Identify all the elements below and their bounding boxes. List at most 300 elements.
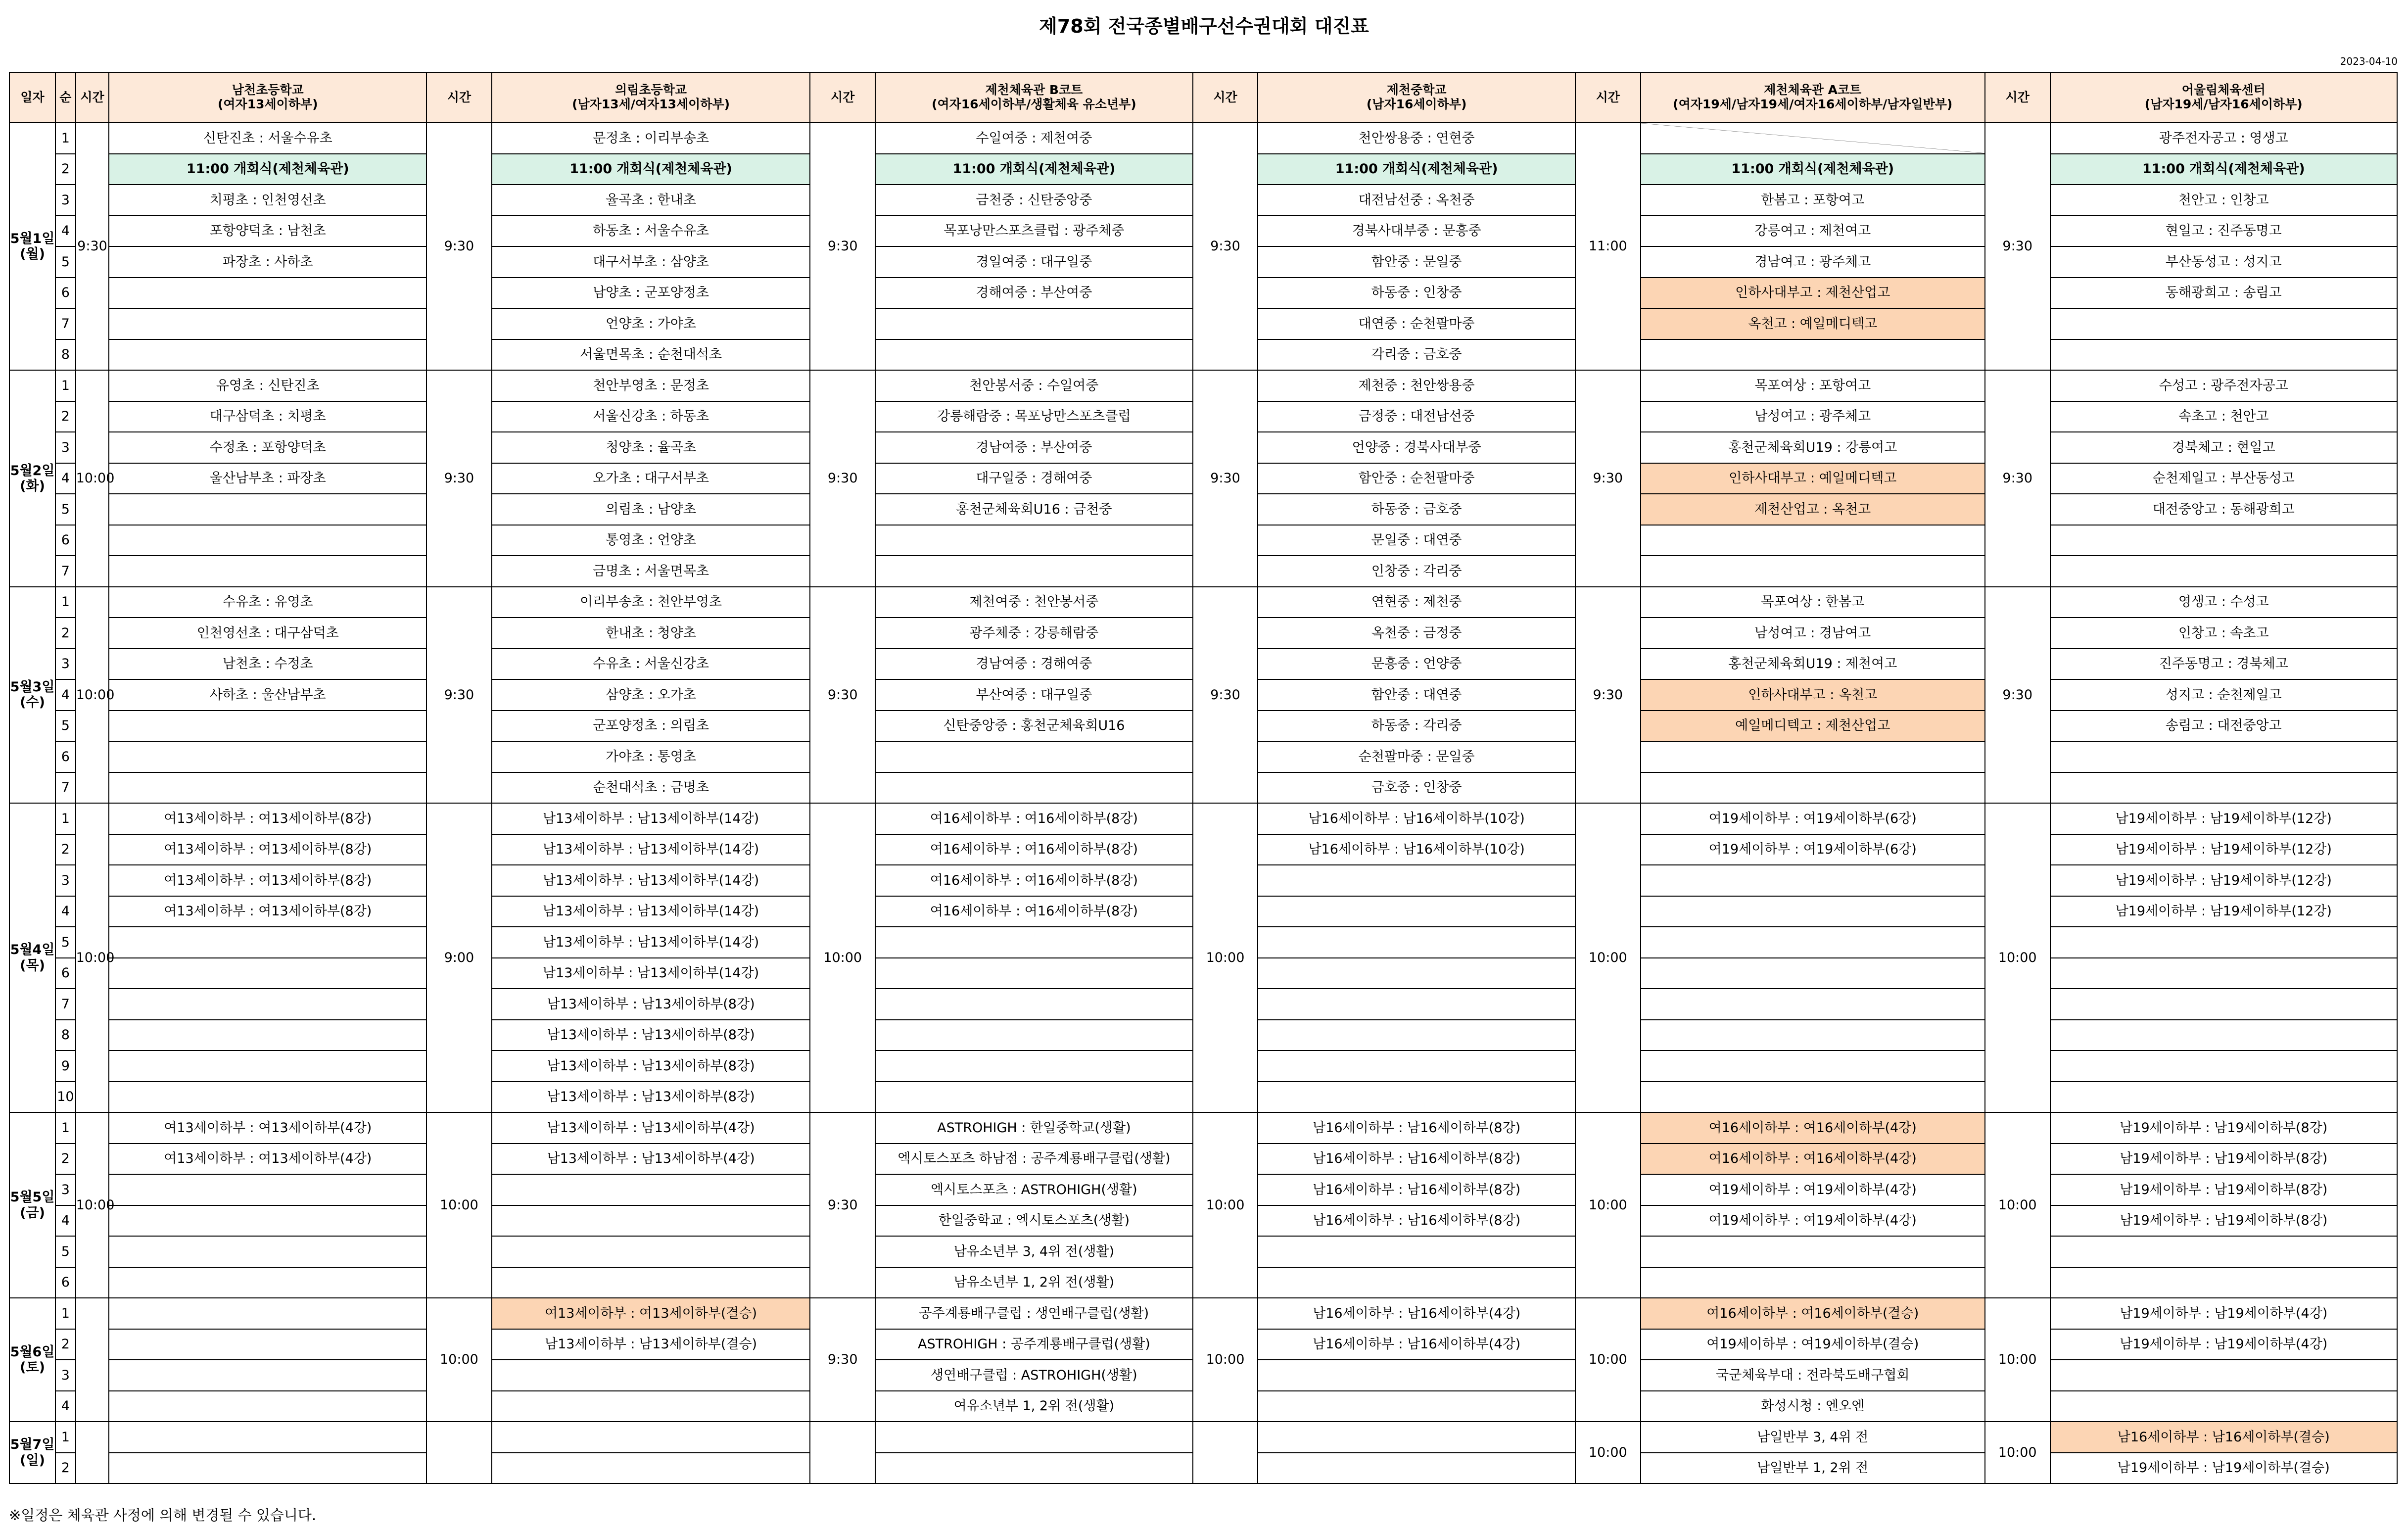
start-time: 10:00 xyxy=(76,587,109,804)
start-time: 10:00 xyxy=(1575,1422,1641,1483)
match-cell xyxy=(1641,896,1985,927)
day-weekday: (화) xyxy=(20,478,45,494)
match-order: 6 xyxy=(55,958,75,989)
match-order: 4 xyxy=(55,463,75,494)
match-cell: 오가초 : 대구서부초 xyxy=(492,463,810,494)
match-cell: 공주계룡배구클럽 : 생연배구클럽(생활) xyxy=(875,1298,1193,1329)
match-cell: 인창중 : 각리중 xyxy=(1258,556,1575,587)
match-cell: 남16세이하부 : 남16세이하부(8강) xyxy=(1258,1112,1575,1144)
start-time: 9:30 xyxy=(1985,587,2050,804)
start-time: 10:00 xyxy=(426,1298,492,1422)
match-cell xyxy=(109,339,426,371)
match-cell: 금정중 : 대전남선중 xyxy=(1258,401,1575,432)
match-cell xyxy=(2050,1236,2398,1267)
page-title: 제78회 전국종별배구선수권대회 대진표 xyxy=(1039,15,1369,37)
match-cell: 인창고 : 속초고 xyxy=(2050,618,2398,649)
match-cell xyxy=(1258,1236,1575,1267)
match-cell: 남19세이하부 : 남19세이하부(8강) xyxy=(2050,1112,2398,1144)
match-cell: 속초고 : 천안고 xyxy=(2050,401,2398,432)
match-cell: 천안봉서중 : 수일여중 xyxy=(875,370,1193,401)
match-cell: 문흥중 : 언양중 xyxy=(1258,649,1575,680)
start-time xyxy=(426,1422,492,1483)
match-cell xyxy=(492,1267,810,1298)
match-cell: 남13세이하부 : 남13세이하부(4강) xyxy=(492,1112,810,1144)
match-order: 4 xyxy=(55,1391,75,1422)
match-cell xyxy=(875,958,1193,989)
start-time: 9:30 xyxy=(810,123,875,370)
match-cell: 경해여중 : 부산여중 xyxy=(875,278,1193,309)
match-order: 3 xyxy=(55,865,75,896)
match-cell: 수유초 : 유영초 xyxy=(109,587,426,618)
match-cell: 수성고 : 광주전자공고 xyxy=(2050,370,2398,401)
match-cell: 남13세이하부 : 남13세이하부(14강) xyxy=(492,803,810,834)
start-time: 9:30 xyxy=(1193,587,1258,804)
footnote: ※일정은 체육관 사정에 의해 변경될 수 있습니다. xyxy=(9,1507,317,1524)
start-time: 10:00 xyxy=(426,1112,492,1298)
match-cell: 천안쌍용중 : 연현중 xyxy=(1258,123,1575,154)
match-cell xyxy=(1258,1267,1575,1298)
match-cell: 화성시청 : 엔오엔 xyxy=(1641,1391,1985,1422)
match-cell: 문정초 : 이리부송초 xyxy=(492,123,810,154)
match-order: 4 xyxy=(55,216,75,247)
match-cell: 파장초 : 사하초 xyxy=(109,246,426,278)
match-cell: 여13세이하부 : 여13세이하부(8강) xyxy=(109,834,426,865)
header-venue xyxy=(875,72,1193,123)
match-cell: 남13세이하부 : 남13세이하부(14강) xyxy=(492,865,810,896)
match-cell: 남19세이하부 : 남19세이하부(8강) xyxy=(2050,1144,2398,1175)
start-time: 9:30 xyxy=(1985,123,2050,370)
match-cell: 순천대석초 : 금명초 xyxy=(492,772,810,804)
match-cell xyxy=(1258,1051,1575,1082)
match-order: 3 xyxy=(55,649,75,680)
match-cell: 여19세이하부 : 여19세이하부(결승) xyxy=(1641,1329,1985,1360)
match-cell: 함안중 : 문일중 xyxy=(1258,246,1575,278)
match-cell xyxy=(2050,339,2398,371)
venue-name: 어울림체육센터 xyxy=(2181,83,2266,97)
match-cell xyxy=(875,525,1193,556)
match-cell: 제천산업고 : 옥천고 xyxy=(1641,494,1985,525)
match-cell xyxy=(1258,1082,1575,1113)
match-order: 4 xyxy=(55,896,75,927)
match-cell: 한내초 : 청양초 xyxy=(492,618,810,649)
opening-ceremony: 11:00 개회식(제천체육관) xyxy=(1258,154,1575,185)
match-cell: 남13세이하부 : 남13세이하부(14강) xyxy=(492,927,810,958)
match-cell: 경남여중 : 부산여중 xyxy=(875,432,1193,463)
match-cell: 여16세이하부 : 여16세이하부(4강) xyxy=(1641,1112,1985,1144)
match-cell xyxy=(1641,556,1985,587)
match-order: 6 xyxy=(55,278,75,309)
match-cell xyxy=(2050,927,2398,958)
match-cell: 순천제일고 : 부산동성고 xyxy=(2050,463,2398,494)
match-cell: 남13세이하부 : 남13세이하부(8강) xyxy=(492,1020,810,1051)
start-time: 10:00 xyxy=(1575,803,1641,1112)
header-venue xyxy=(1258,72,1575,123)
header-time: 시간 xyxy=(1193,72,1258,123)
day-cell xyxy=(9,1422,55,1483)
match-cell: 연현중 : 제천중 xyxy=(1258,587,1575,618)
match-cell: 진주동명고 : 경북체고 xyxy=(2050,649,2398,680)
match-cell: 남16세이하부 : 남16세이하부(4강) xyxy=(1258,1329,1575,1360)
match-cell: 여13세이하부 : 여13세이하부(8강) xyxy=(109,865,426,896)
header-time: 시간 xyxy=(810,72,875,123)
header-row xyxy=(9,72,2397,123)
match-cell: 의림초 : 남양초 xyxy=(492,494,810,525)
match-cell: 제천중 : 천안쌍용중 xyxy=(1258,370,1575,401)
match-order: 2 xyxy=(55,154,75,185)
match-cell: 송림고 : 대전중앙고 xyxy=(2050,711,2398,742)
match-cell: 국군체육부대 : 전라북도배구협회 xyxy=(1641,1360,1985,1391)
match-cell: 여19세이하부 : 여19세이하부(6강) xyxy=(1641,803,1985,834)
match-cell: 하동중 : 금호중 xyxy=(1258,494,1575,525)
match-order: 5 xyxy=(55,246,75,278)
match-cell xyxy=(875,556,1193,587)
match-cell: 남19세이하부 : 남19세이하부(4강) xyxy=(2050,1298,2398,1329)
match-cell xyxy=(875,339,1193,371)
match-cell xyxy=(875,1051,1193,1082)
venue-division: (남자16세이하부) xyxy=(1366,97,1467,111)
start-time: 10:00 xyxy=(810,803,875,1112)
start-time xyxy=(76,1422,109,1483)
match-order: 3 xyxy=(55,432,75,463)
start-time: 10:00 xyxy=(1575,1298,1641,1422)
match-cell: 대구일중 : 경해여중 xyxy=(875,463,1193,494)
match-cell: ASTROHIGH : 공주계룡배구클럽(생활) xyxy=(875,1329,1193,1360)
match-cell xyxy=(109,1236,426,1267)
match-cell xyxy=(109,1082,426,1113)
match-cell: 금천중 : 신탄중앙중 xyxy=(875,185,1193,216)
match-cell xyxy=(2050,525,2398,556)
start-time: 10:00 xyxy=(1985,1112,2050,1298)
match-cell xyxy=(109,927,426,958)
start-time: 10:00 xyxy=(1575,1112,1641,1298)
match-cell: 유영초 : 신탄진초 xyxy=(109,370,426,401)
match-cell xyxy=(875,772,1193,804)
match-order: 1 xyxy=(55,123,75,154)
match-cell: 남19세이하부 : 남19세이하부(4강) xyxy=(2050,1329,2398,1360)
opening-ceremony: 11:00 개회식(제천체육관) xyxy=(109,154,426,185)
match-order: 7 xyxy=(55,556,75,587)
match-cell: 남성여고 : 광주체고 xyxy=(1641,401,1985,432)
match-order: 1 xyxy=(55,1298,75,1329)
match-cell: 남19세이하부 : 남19세이하부(12강) xyxy=(2050,896,2398,927)
match-cell xyxy=(2050,741,2398,772)
match-cell xyxy=(1641,989,1985,1020)
day-weekday: (금) xyxy=(20,1205,45,1221)
match-cell xyxy=(109,1267,426,1298)
header-time: 시간 xyxy=(1985,72,2050,123)
venue-name: 제천중학교 xyxy=(1386,83,1447,97)
match-cell xyxy=(875,1422,1193,1453)
match-cell: 여13세이하부 : 여13세이하부(4강) xyxy=(109,1144,426,1175)
match-cell xyxy=(109,1453,426,1484)
match-order: 6 xyxy=(55,1267,75,1298)
match-cell xyxy=(1641,865,1985,896)
match-cell xyxy=(1641,1236,1985,1267)
match-cell: 강릉여고 : 제천여고 xyxy=(1641,216,1985,247)
match-cell: 금명초 : 서울면목초 xyxy=(492,556,810,587)
match-cell: 영생고 : 수성고 xyxy=(2050,587,2398,618)
match-cell xyxy=(492,1453,810,1484)
match-order: 4 xyxy=(55,679,75,711)
start-time xyxy=(810,1422,875,1483)
match-cell xyxy=(492,1205,810,1237)
match-order: 2 xyxy=(55,1144,75,1175)
match-cell xyxy=(109,1205,426,1237)
match-cell: 남19세이하부 : 남19세이하부(결승) xyxy=(2050,1453,2398,1484)
match-cell xyxy=(1641,525,1985,556)
start-time: 9:30 xyxy=(426,123,492,370)
match-cell xyxy=(875,1082,1193,1113)
match-row xyxy=(9,587,2397,618)
match-cell xyxy=(875,1453,1193,1484)
match-cell: 홍천군체육회U19 : 강릉여고 xyxy=(1641,432,1985,463)
match-cell: 여19세이하부 : 여19세이하부(4강) xyxy=(1641,1174,1985,1205)
start-time: 9:30 xyxy=(810,370,875,587)
match-cell xyxy=(2050,1391,2398,1422)
day-cell xyxy=(9,370,55,587)
match-cell: 제천여중 : 천안봉서중 xyxy=(875,587,1193,618)
match-cell: 순천팔마중 : 문일중 xyxy=(1258,741,1575,772)
match-cell xyxy=(2050,1267,2398,1298)
match-cell xyxy=(1641,1082,1985,1113)
match-cell: 금호중 : 인창중 xyxy=(1258,772,1575,804)
match-cell: 여16세이하부 : 여16세이하부(8강) xyxy=(875,803,1193,834)
match-cell: 목포여상 : 포항여고 xyxy=(1641,370,1985,401)
match-cell xyxy=(109,1020,426,1051)
day-date: 5월6일 xyxy=(10,1344,55,1360)
match-cell: 홍천군체육회U19 : 제천여고 xyxy=(1641,649,1985,680)
match-cell: 여16세이하부 : 여16세이하부(8강) xyxy=(875,865,1193,896)
match-cell: 여유소년부 1, 2위 전(생활) xyxy=(875,1391,1193,1422)
match-cell: 경북사대부중 : 문흥중 xyxy=(1258,216,1575,247)
match-cell: 인하사대부고 : 예일메디텍고 xyxy=(1641,463,1985,494)
venue-division: (남자13세/여자13세이하부) xyxy=(572,97,730,111)
match-cell: 여13세이하부 : 여13세이하부(결승) xyxy=(492,1298,810,1329)
match-order: 3 xyxy=(55,1174,75,1205)
day-date: 5월7일 xyxy=(10,1437,55,1453)
start-time: 9:30 xyxy=(1985,370,2050,587)
match-row xyxy=(9,1298,2397,1329)
match-cell xyxy=(109,989,426,1020)
match-cell: 여13세이하부 : 여13세이하부(8강) xyxy=(109,803,426,834)
opening-ceremony: 11:00 개회식(제천체육관) xyxy=(875,154,1193,185)
match-cell xyxy=(875,741,1193,772)
match-cell xyxy=(109,1360,426,1391)
match-cell: 남13세이하부 : 남13세이하부(8강) xyxy=(492,989,810,1020)
day-date: 5월4일 xyxy=(10,942,55,958)
match-cell: 남19세이하부 : 남19세이하부(8강) xyxy=(2050,1205,2398,1237)
match-cell: 남유소년부 1, 2위 전(생활) xyxy=(875,1267,1193,1298)
match-cell xyxy=(109,1391,426,1422)
match-cell: 남13세이하부 : 남13세이하부(14강) xyxy=(492,896,810,927)
match-cell: 가야초 : 통영초 xyxy=(492,741,810,772)
match-cell: 하동중 : 인창중 xyxy=(1258,278,1575,309)
day-date: 5월3일 xyxy=(10,679,55,695)
match-cell: 남성여고 : 경남여고 xyxy=(1641,618,1985,649)
match-cell: 남16세이하부 : 남16세이하부(10강) xyxy=(1258,834,1575,865)
match-cell xyxy=(492,1391,810,1422)
start-time: 9:30 xyxy=(810,1298,875,1422)
start-time: 10:00 xyxy=(1985,1298,2050,1422)
start-time: 9:30 xyxy=(810,587,875,804)
match-cell: 홍천군체육회U16 : 금천중 xyxy=(875,494,1193,525)
start-time: 10:00 xyxy=(76,1112,109,1298)
match-cell: 한봄고 : 포항여고 xyxy=(1641,185,1985,216)
match-cell: 여16세이하부 : 여16세이하부(8강) xyxy=(875,834,1193,865)
start-time: 9:00 xyxy=(426,803,492,1112)
match-cell: 남13세이하부 : 남13세이하부(8강) xyxy=(492,1082,810,1113)
match-cell xyxy=(1641,927,1985,958)
match-cell: 서울신강초 : 하동초 xyxy=(492,401,810,432)
match-order: 1 xyxy=(55,587,75,618)
match-order: 1 xyxy=(55,1112,75,1144)
start-time: 10:00 xyxy=(1985,1422,2050,1483)
match-cell: 여19세이하부 : 여19세이하부(4강) xyxy=(1641,1205,1985,1237)
start-time: 10:00 xyxy=(1193,1112,1258,1298)
match-cell xyxy=(1641,1051,1985,1082)
match-order: 1 xyxy=(55,370,75,401)
match-order: 9 xyxy=(55,1051,75,1082)
match-cell xyxy=(1641,772,1985,804)
start-time: 10:00 xyxy=(1985,803,2050,1112)
start-time: 9:30 xyxy=(426,370,492,587)
match-cell: 함안중 : 순천팔마중 xyxy=(1258,463,1575,494)
match-cell xyxy=(109,741,426,772)
match-row xyxy=(9,123,2397,154)
match-cell xyxy=(1641,339,1985,371)
match-cell: 강릉해람중 : 목포낭만스포츠클럽 xyxy=(875,401,1193,432)
match-cell: 치평초 : 인천영선초 xyxy=(109,185,426,216)
match-cell: 옥천중 : 금정중 xyxy=(1258,618,1575,649)
match-cell xyxy=(1258,989,1575,1020)
match-cell: 남천초 : 수정초 xyxy=(109,649,426,680)
blank-diagonal-cell xyxy=(1641,123,1985,154)
match-cell xyxy=(109,772,426,804)
match-order: 2 xyxy=(55,401,75,432)
match-cell xyxy=(1258,865,1575,896)
match-cell: 통영초 : 언양초 xyxy=(492,525,810,556)
match-cell: 남유소년부 3, 4위 전(생활) xyxy=(875,1236,1193,1267)
match-order: 2 xyxy=(55,1329,75,1360)
start-time: 9:30 xyxy=(1193,123,1258,370)
day-cell xyxy=(9,587,55,804)
header-day: 일자 xyxy=(9,72,55,123)
match-cell: 경남여고 : 광주체고 xyxy=(1641,246,1985,278)
match-cell: 수일여중 : 제천여중 xyxy=(875,123,1193,154)
day-date: 5월1일 xyxy=(10,231,55,246)
match-cell: ASTROHIGH : 한일중학교(생활) xyxy=(875,1112,1193,1144)
match-cell xyxy=(492,1236,810,1267)
match-cell xyxy=(2050,308,2398,339)
day-weekday: (일) xyxy=(20,1452,45,1468)
match-order: 5 xyxy=(55,927,75,958)
match-cell: 남19세이하부 : 남19세이하부(8강) xyxy=(2050,1174,2398,1205)
match-cell: 현일고 : 진주동명고 xyxy=(2050,216,2398,247)
match-order: 10 xyxy=(55,1082,75,1113)
match-cell: 동해광희고 : 송림고 xyxy=(2050,278,2398,309)
day-cell xyxy=(9,123,55,370)
match-order: 8 xyxy=(55,1020,75,1051)
match-cell: 언양초 : 가야초 xyxy=(492,308,810,339)
match-cell: 남양초 : 군포양정초 xyxy=(492,278,810,309)
match-cell xyxy=(875,1020,1193,1051)
match-cell xyxy=(875,927,1193,958)
venue-name: 제천체육관 A코트 xyxy=(1764,83,1862,97)
match-cell xyxy=(1641,958,1985,989)
match-cell: 울산남부초 : 파장초 xyxy=(109,463,426,494)
match-cell xyxy=(492,1174,810,1205)
opening-ceremony: 11:00 개회식(제천체육관) xyxy=(492,154,810,185)
match-cell: 남19세이하부 : 남19세이하부(12강) xyxy=(2050,803,2398,834)
match-cell: 남16세이하부 : 남16세이하부(8강) xyxy=(1258,1205,1575,1237)
day-weekday: (토) xyxy=(20,1360,45,1375)
match-cell: 성지고 : 순천제일고 xyxy=(2050,679,2398,711)
match-order: 3 xyxy=(55,185,75,216)
match-cell xyxy=(492,1422,810,1453)
match-cell xyxy=(1258,1453,1575,1484)
day-cell xyxy=(9,1112,55,1298)
match-cell: 대전중앙고 : 동해광희고 xyxy=(2050,494,2398,525)
match-cell xyxy=(109,1298,426,1329)
match-cell: 여13세이하부 : 여13세이하부(8강) xyxy=(109,896,426,927)
match-order: 6 xyxy=(55,741,75,772)
match-cell: 남16세이하부 : 남16세이하부(8강) xyxy=(1258,1144,1575,1175)
match-cell: 천안부영초 : 문정초 xyxy=(492,370,810,401)
match-cell: 남19세이하부 : 남19세이하부(12강) xyxy=(2050,865,2398,896)
match-order: 6 xyxy=(55,525,75,556)
venue-division: (여자16세이하부/생활체육 유소년부) xyxy=(932,97,1136,111)
start-time: 9:30 xyxy=(810,1112,875,1298)
match-order: 7 xyxy=(55,308,75,339)
match-cell: 대전남선중 : 옥천중 xyxy=(1258,185,1575,216)
match-order: 1 xyxy=(55,803,75,834)
match-cell xyxy=(2050,958,2398,989)
match-cell xyxy=(109,308,426,339)
match-cell: 목포낭만스포츠클럽 : 광주체중 xyxy=(875,216,1193,247)
match-order: 5 xyxy=(55,1236,75,1267)
header-time: 시간 xyxy=(426,72,492,123)
match-cell: 엑시토스포츠 : ASTROHIGH(생활) xyxy=(875,1174,1193,1205)
day-cell xyxy=(9,1298,55,1422)
day-weekday: (수) xyxy=(20,695,45,711)
match-cell xyxy=(1258,1360,1575,1391)
match-cell: 대연중 : 순천팔마중 xyxy=(1258,308,1575,339)
match-cell: 여16세이하부 : 여16세이하부(4강) xyxy=(1641,1144,1985,1175)
header-time: 시간 xyxy=(76,72,109,123)
match-cell xyxy=(1258,1422,1575,1453)
match-cell: 옥천고 : 예일메디텍고 xyxy=(1641,308,1985,339)
match-order: 2 xyxy=(55,1453,75,1484)
match-cell: 율곡초 : 한내초 xyxy=(492,185,810,216)
header-order: 순 xyxy=(55,72,75,123)
match-cell xyxy=(109,1174,426,1205)
match-order: 5 xyxy=(55,494,75,525)
match-order: 2 xyxy=(55,834,75,865)
start-time: 10:00 xyxy=(76,803,109,1112)
match-order: 2 xyxy=(55,618,75,649)
match-cell xyxy=(2050,1020,2398,1051)
match-cell xyxy=(2050,989,2398,1020)
match-order: 1 xyxy=(55,1422,75,1453)
venue-division: (여자13세이하부) xyxy=(217,97,318,111)
match-cell: 남13세이하부 : 남13세이하부(4강) xyxy=(492,1144,810,1175)
match-cell: 남일반부 3, 4위 전 xyxy=(1641,1422,1985,1453)
match-cell xyxy=(492,1360,810,1391)
match-cell: 남13세이하부 : 남13세이하부(8강) xyxy=(492,1051,810,1082)
venue-name: 의림초등학교 xyxy=(615,83,687,97)
start-time: 11:00 xyxy=(1575,123,1641,370)
match-cell xyxy=(109,711,426,742)
